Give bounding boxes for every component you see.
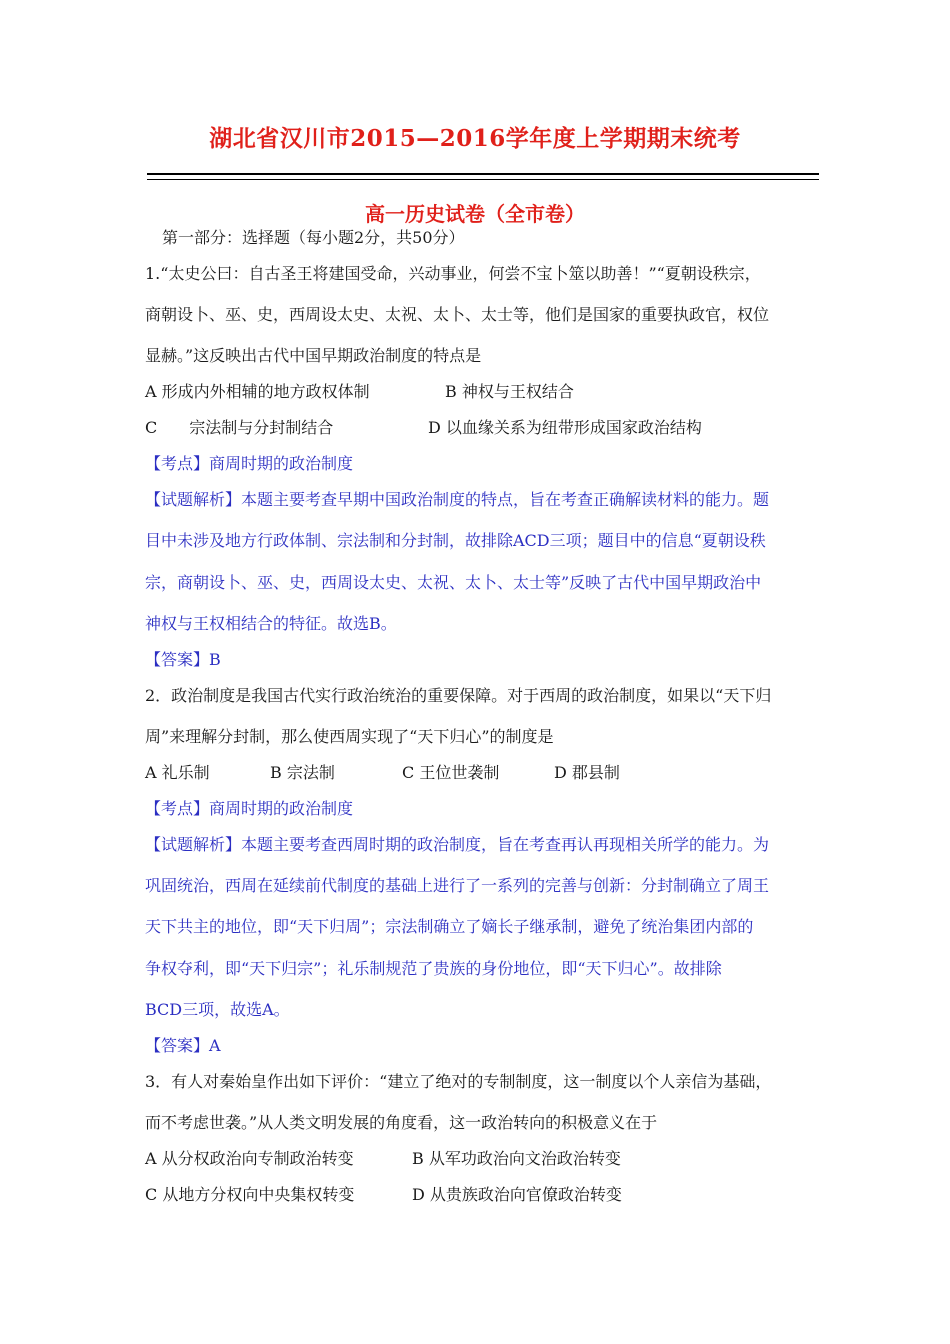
question-stem-line: 1.“太史公曰：自古圣王将建国受命，兴动事业，何尝不宝卜筮以助善！”“夏朝设秩宗， <box>145 264 761 283</box>
analysis-line: 神权与王权相结合的特征。故选B。 <box>145 614 397 633</box>
question-stem-line: 而不考虑世袭。”从人类文明发展的角度看，这一政治转向的积极意义在于 <box>145 1113 658 1132</box>
analysis-line: 宗，商朝设卜、巫、史，西周设太史、太祝、太卜、太士等”反映了古代中国早期政治中 <box>145 573 762 592</box>
answer-label: 【答案】B <box>145 650 221 669</box>
question-stem-line: 3．有人对秦始皇作出如下评价：“建立了绝对的专制制度，这一制度以个人亲信为基础， <box>145 1072 772 1091</box>
analysis-line: BCD三项，故选A。 <box>145 1000 290 1019</box>
answer-label: 【答案】A <box>145 1036 221 1055</box>
analysis-line: 目中未涉及地方行政体制、宗法制和分封制，故排除ACD三项；题目中的信息“夏朝设秩 <box>145 531 766 550</box>
analysis-line: 巩固统治，西周在延续前代制度的基础上进行了一系列的完善与创新：分封制确立了周王 <box>145 876 770 895</box>
option-a: A 礼乐制 <box>145 763 210 782</box>
analysis-line: 【试题解析】本题主要考查早期中国政治制度的特点，旨在考查正确解读材料的能力。题 <box>145 490 770 509</box>
option-a: A 从分权政治向专制政治转变 <box>145 1149 354 1168</box>
exam-subtitle: 高一历史试卷（全市卷） <box>365 202 585 226</box>
analysis-line: 【试题解析】本题主要考查西周时期的政治制度，旨在考查再认再现相关所学的能力。为 <box>145 835 770 854</box>
kaodian-label: 【考点】商周时期的政治制度 <box>145 454 354 473</box>
option-d: D 以血缘关系为纽带形成国家政治结构 <box>428 418 702 437</box>
title-rule-thin <box>147 179 819 180</box>
document-title: 湖北省汉川市2015—2016学年度上学期期末统考 <box>209 125 741 152</box>
option-a: A 形成内外相辅的地方政权体制 <box>145 382 370 401</box>
option-c: C 宗法制与分封制结合 <box>145 418 334 437</box>
title-rule-thick <box>147 173 819 175</box>
section-heading: 第一部分：选择题（每小题2分，共50分） <box>162 228 465 247</box>
question-stem-line: 显赫。”这反映出古代中国早期政治制度的特点是 <box>145 346 482 365</box>
analysis-line: 天下共主的地位，即“天下归周”；宗法制确立了嫡长子继承制，避免了统治集团内部的 <box>145 917 754 936</box>
option-d: D 郡县制 <box>554 763 620 782</box>
option-b: B 神权与王权结合 <box>445 382 574 401</box>
question-stem-line: 商朝设卜、巫、史，西周设太史、太祝、太卜、太士等，他们是国家的重要执政官，权位 <box>145 305 770 324</box>
option-c: C 从地方分权向中央集权转变 <box>145 1185 355 1204</box>
analysis-line: 争权夺利，即“天下归宗”；礼乐制规范了贵族的身份地位，即“天下归心”。故排除 <box>145 959 722 978</box>
option-b: B 宗法制 <box>270 763 335 782</box>
question-stem-line: 2．政治制度是我国古代实行政治统治的重要保障。对于西周的政治制度，如果以“天下归 <box>145 686 772 705</box>
option-d: D 从贵族政治向官僚政治转变 <box>412 1185 622 1204</box>
option-b: B 从军功政治向文治政治转变 <box>412 1149 621 1168</box>
question-stem-line: 周”来理解分封制，那么使西周实现了“天下归心”的制度是 <box>145 727 554 746</box>
option-c: C 王位世袭制 <box>402 763 500 782</box>
kaodian-label: 【考点】商周时期的政治制度 <box>145 799 354 818</box>
